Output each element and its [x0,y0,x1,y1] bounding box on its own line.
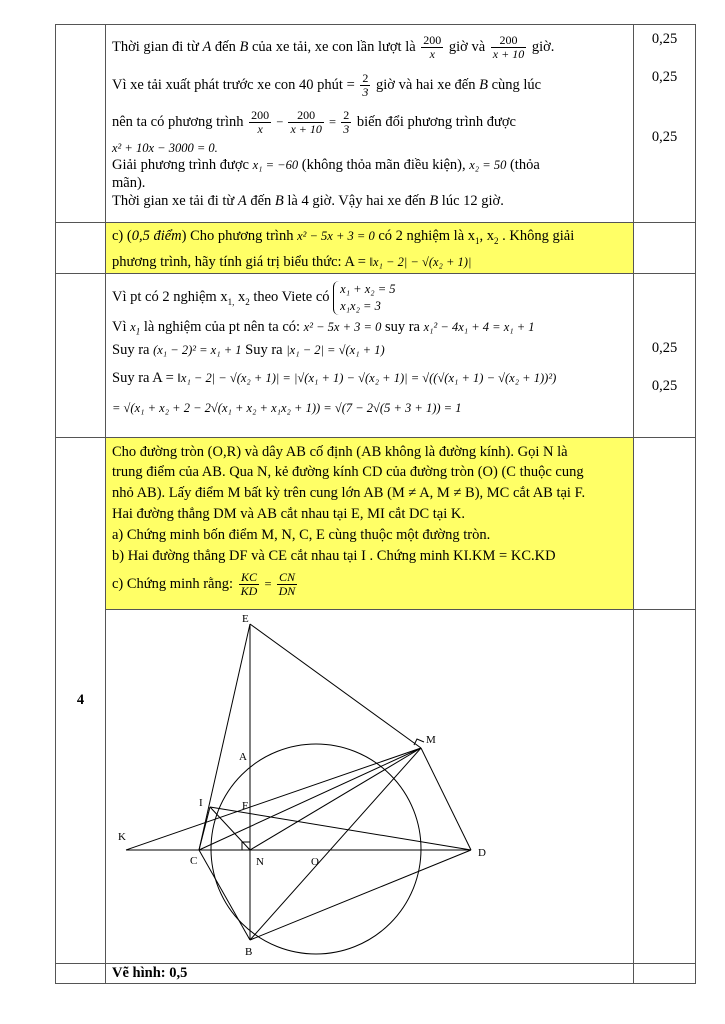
numerator: CN [277,571,298,585]
text: Vì [112,318,131,335]
denominator: x + 10 [290,122,322,137]
fraction [341,109,351,136]
text: của xe tải, xe con lần lượt là [248,39,420,55]
text: là nghiệm của pt nên ta có: [140,318,304,335]
line-ic [199,807,210,850]
empty-cell [634,223,696,274]
fraction [239,571,260,598]
line-mn [250,748,421,850]
fraction [360,72,370,99]
numerator: 200 [423,33,442,48]
label-a: A [239,750,247,763]
text: A [202,39,212,55]
part-c-question [106,223,634,274]
line-in [210,807,250,850]
q4-part-c [112,567,627,601]
part-b-line-3 [112,104,627,140]
text: mãn). [112,175,146,191]
text: B [274,193,284,209]
text: B [429,193,439,209]
row-part-b [56,25,696,223]
text: = [261,576,275,591]
text: Suy ra [241,341,287,358]
text: Vì pt có 2 nghiệm x [112,288,228,305]
text: Thời gian xe tải đi từ [112,193,238,209]
fraction [249,109,271,136]
label-o: O [311,855,319,868]
text: phương trình, hãy tính giá trị biểu thức: A = [112,253,370,270]
q4-text: nhỏ AB). Lấy điểm M bất kỳ trên cung lớn AB (M ≠ A, M ≠ B), MC cắt AB tại F. [112,484,586,501]
text: đến [211,39,240,55]
text: Vì xe tải xuất phát trước xe con 40 phút = [112,77,359,93]
label-c: C [190,854,198,867]
line-id [210,807,471,850]
text: Suy ra A = [112,369,178,386]
numerator: 200 [251,108,270,123]
text: Suy ra [112,341,154,358]
score-cell [634,25,696,223]
part-b-line-5 [112,156,627,174]
line-bc [199,850,250,940]
denominator: x [429,47,435,62]
score: 0,25 [651,129,678,145]
q4-text: Cho đường tròn (O,R) và dây AB cố định (AB không là đường kính). Gọi N là [112,443,568,460]
text: theo Viete có [249,288,334,305]
line-bm [250,748,421,940]
text: Thời gian đi từ [112,39,203,55]
text: A [237,193,247,209]
numerator: 200 [288,109,323,123]
equation: (x₁ − 2)² = x₁ + 1 [153,342,242,357]
part-c-a-line-4 [112,362,627,394]
equation: x² + 10x − 3000 = 0. [112,141,218,155]
part-b-solution [106,25,634,223]
denominator: 3 [362,85,369,100]
q4-text: trung điểm của AB. Qua N, kẻ đường kính CD của đường tròn (O) (C thuộc cung [112,463,584,480]
empty-cell [56,273,106,437]
question-number-cell [56,437,106,963]
viete-system [333,281,395,315]
q4-statement [106,437,634,609]
numerator: 200 [491,34,526,48]
row-q4-statement [56,437,696,609]
text: B [479,77,488,93]
equation: = √(x₁ + x₂ + 2 − 2√(x₁ + x₂ + x₁x₂ + 1)) = √(7 − 2√(5 + 3 + 1)) = 1 [112,400,462,415]
text: B [239,39,249,55]
score-cell [634,273,696,437]
empty-cell [56,963,106,983]
q4-text: Hai đường thẳng DM và AB cắt nhau tại E, MI cắt DC tại K. [112,505,465,522]
row-part-c-answer [56,273,696,437]
answer-table [55,24,696,984]
denominator: 3 [343,122,350,137]
empty-cell [634,609,696,963]
q4-part-a: a) Chứng minh bốn điểm M, N, C, E cùng thuộc một đường tròn. [112,526,491,543]
score: 0,25 [651,339,678,356]
fraction [288,109,323,136]
text: 0,5 điểm [131,228,182,244]
line-bd [250,850,471,940]
empty-cell [634,963,696,983]
row-part-c-question [56,223,696,274]
part-b-line-2 [112,66,627,104]
part-c-a-line-2: Vì $x_1$ là nghiệm của pt nên ta có: x² − 5x + 3 = 0 suy ra x₁² − 4x₁ + 4 = x₁ + 1 [112,318,535,337]
text: (không thỏa mãn điều kiện), [298,157,470,173]
text: đến [246,193,275,209]
part-c-q-line-1: c) (0,5 điểm) Cho phương trình x² − 5x + 3 = 0 có 2 nghiệm là $x_1$, $x_2$ . Không giải [112,228,575,246]
text: cùng lúc [487,77,542,93]
part-b-line-1 [112,28,627,66]
line-mc [199,748,421,850]
part-c-a-line-5 [112,394,627,422]
denominator: DN [278,584,296,599]
label-d: D [478,846,486,859]
label-k: K [118,830,126,843]
part-c-a-line-3 [112,338,627,362]
equation: |x₁ − 2| = √(x₁ + 1) [286,342,385,357]
text: có 2 nghiệm là x [374,228,476,244]
row-figure [56,609,696,963]
text: x [234,288,246,305]
text: , x [479,228,495,244]
text: (thỏa [506,157,540,173]
equation: x² − 5x + 3 = 0 [303,319,382,334]
row-footer [56,963,696,983]
text: là 4 giờ. Vậy hai xe đến [283,193,430,209]
score: 0,25 [651,31,678,47]
equation: ‖x₁ − 2| − √(x₂ + 1)| = |√(x₁ + 1) − √(x₂ + 1)| = √((√(x₁ + 1) − √(x₂ + 1))²) [177,370,557,385]
fraction [277,571,298,598]
score: 0,25 [651,377,678,394]
draw-score-label: Vẽ hình: 0,5 [112,964,188,981]
figure-cell [106,609,634,963]
part-c-a-line-1: Vì pt có 2 nghiệm $x_{1,}$ $x_2$ theo Viete có x₁ + x₂ = 5 x₁x₂ = 3 [112,281,396,313]
text: = [325,115,340,129]
part-c-q-line-2 [112,253,627,271]
geometry-figure [106,610,633,962]
numerator: 2 [362,71,369,86]
text: Giải phương trình được [112,157,253,173]
score: 0,25 [651,69,678,85]
line-em [250,624,421,748]
line-md [421,748,471,850]
equation: x₂ = 50 [469,158,507,172]
equation: x₁ = −60 [252,158,299,172]
footer-cell [106,963,634,983]
question-number-cell-empty [56,25,106,223]
equation: ‖x₁ − 2| − √(x₂ + 1)| [369,254,472,269]
text: giờ. [528,39,555,55]
label-e: E [242,612,249,625]
label-b: B [245,945,253,958]
text: ) Cho phương trình [181,228,298,244]
label-m: M [426,733,436,746]
empty-cell [634,437,696,609]
text: giờ và [445,39,489,55]
label-f: F [242,799,249,812]
part-b-line-7 [112,192,627,210]
denominator: x [257,122,263,137]
equation: x² − 5x + 3 = 0 [297,229,375,243]
text: c) ( [112,228,132,244]
fraction [421,34,443,61]
text: lúc 12 giờ. [438,193,504,209]
q4-part-b: b) Hai đường thẳng DF và CE cắt nhau tại I . Chứng minh KI.KM = KC.KD [112,547,556,564]
empty-cell [56,223,106,274]
numerator: 2 [343,108,350,123]
text: biến đổi phương trình được [353,114,516,130]
text: − [273,115,287,129]
label-i: I [199,796,203,809]
label-n: N [256,855,264,868]
text: giờ và hai xe đến [372,77,480,93]
equation: x₁ + x₂ = 5 [340,281,396,296]
numerator: KC [239,571,260,585]
text: . Không giải [498,228,575,244]
denominator: x + 10 [492,47,525,62]
equation: x₁² − 4x₁ + 4 = x₁ + 1 [423,319,535,334]
text: suy ra [381,318,424,335]
denominator: KD [240,584,258,599]
text: c) Chứng minh rằng: [112,575,237,592]
part-c-answer [106,273,634,437]
equation: x₁x₂ = 3 [340,298,381,313]
fraction [491,34,526,61]
text: nên ta có phương trình [112,114,248,130]
question-number: 4 [76,691,85,708]
